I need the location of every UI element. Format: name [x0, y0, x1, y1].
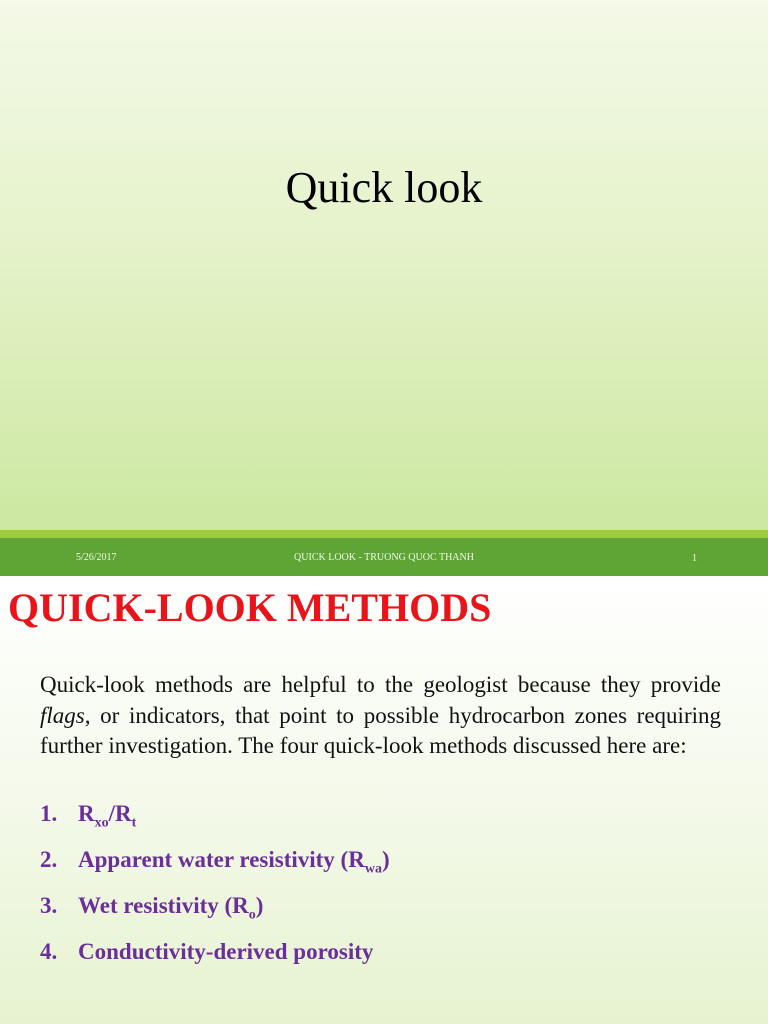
method-text-main: Wet resistivity (R — [78, 893, 249, 918]
method-subscript: xo — [94, 815, 109, 831]
slide-2-body-text — [40, 670, 721, 762]
method-text-mid: /R — [108, 801, 132, 826]
method-text-main: R — [78, 801, 95, 826]
method-text — [78, 847, 390, 877]
method-text-mid: ) — [255, 893, 264, 918]
method-text-main: Conductivity-derived porosity — [78, 939, 374, 964]
method-subscript: t — [131, 815, 137, 831]
method-subscript: o — [248, 907, 256, 923]
method-item — [40, 939, 740, 985]
slide-2-title: QUICK-LOOK METHODS — [8, 585, 492, 630]
method-item — [40, 847, 740, 893]
method-number: 2. — [40, 847, 58, 872]
method-text — [78, 893, 264, 923]
body-text-part-2: , or indicators, that point to possible hydrocarbon zones requiring further investigation. The four quick-look methods discussed here are: — [40, 702, 721, 758]
body-text-part-1: Quick-look methods are helpful to the geologist because they provide — [40, 672, 721, 697]
method-item — [40, 893, 740, 939]
method-subscript: wa — [364, 861, 382, 877]
method-item — [40, 801, 740, 847]
slide-1-title: Quick look — [285, 163, 483, 212]
footer-accent-stripe — [0, 530, 768, 538]
method-text — [78, 939, 373, 965]
method-number: 3. — [40, 893, 58, 918]
methods-list — [40, 801, 740, 985]
method-number: 1. — [40, 801, 58, 826]
slide-2 — [0, 576, 768, 1024]
body-text-emphasis: flags — [40, 702, 85, 728]
footer-date: 5/26/2017 — [76, 552, 117, 563]
method-text-main: Apparent water resistivity (R — [78, 847, 365, 872]
method-number: 4. — [40, 939, 58, 964]
method-text-mid: ) — [381, 847, 390, 872]
footer-title: QUICK LOOK - TRUONG QUOC THANH — [294, 552, 474, 563]
slide-footer — [0, 538, 768, 576]
method-text — [78, 801, 137, 831]
footer-page-number: 1 — [692, 553, 697, 564]
